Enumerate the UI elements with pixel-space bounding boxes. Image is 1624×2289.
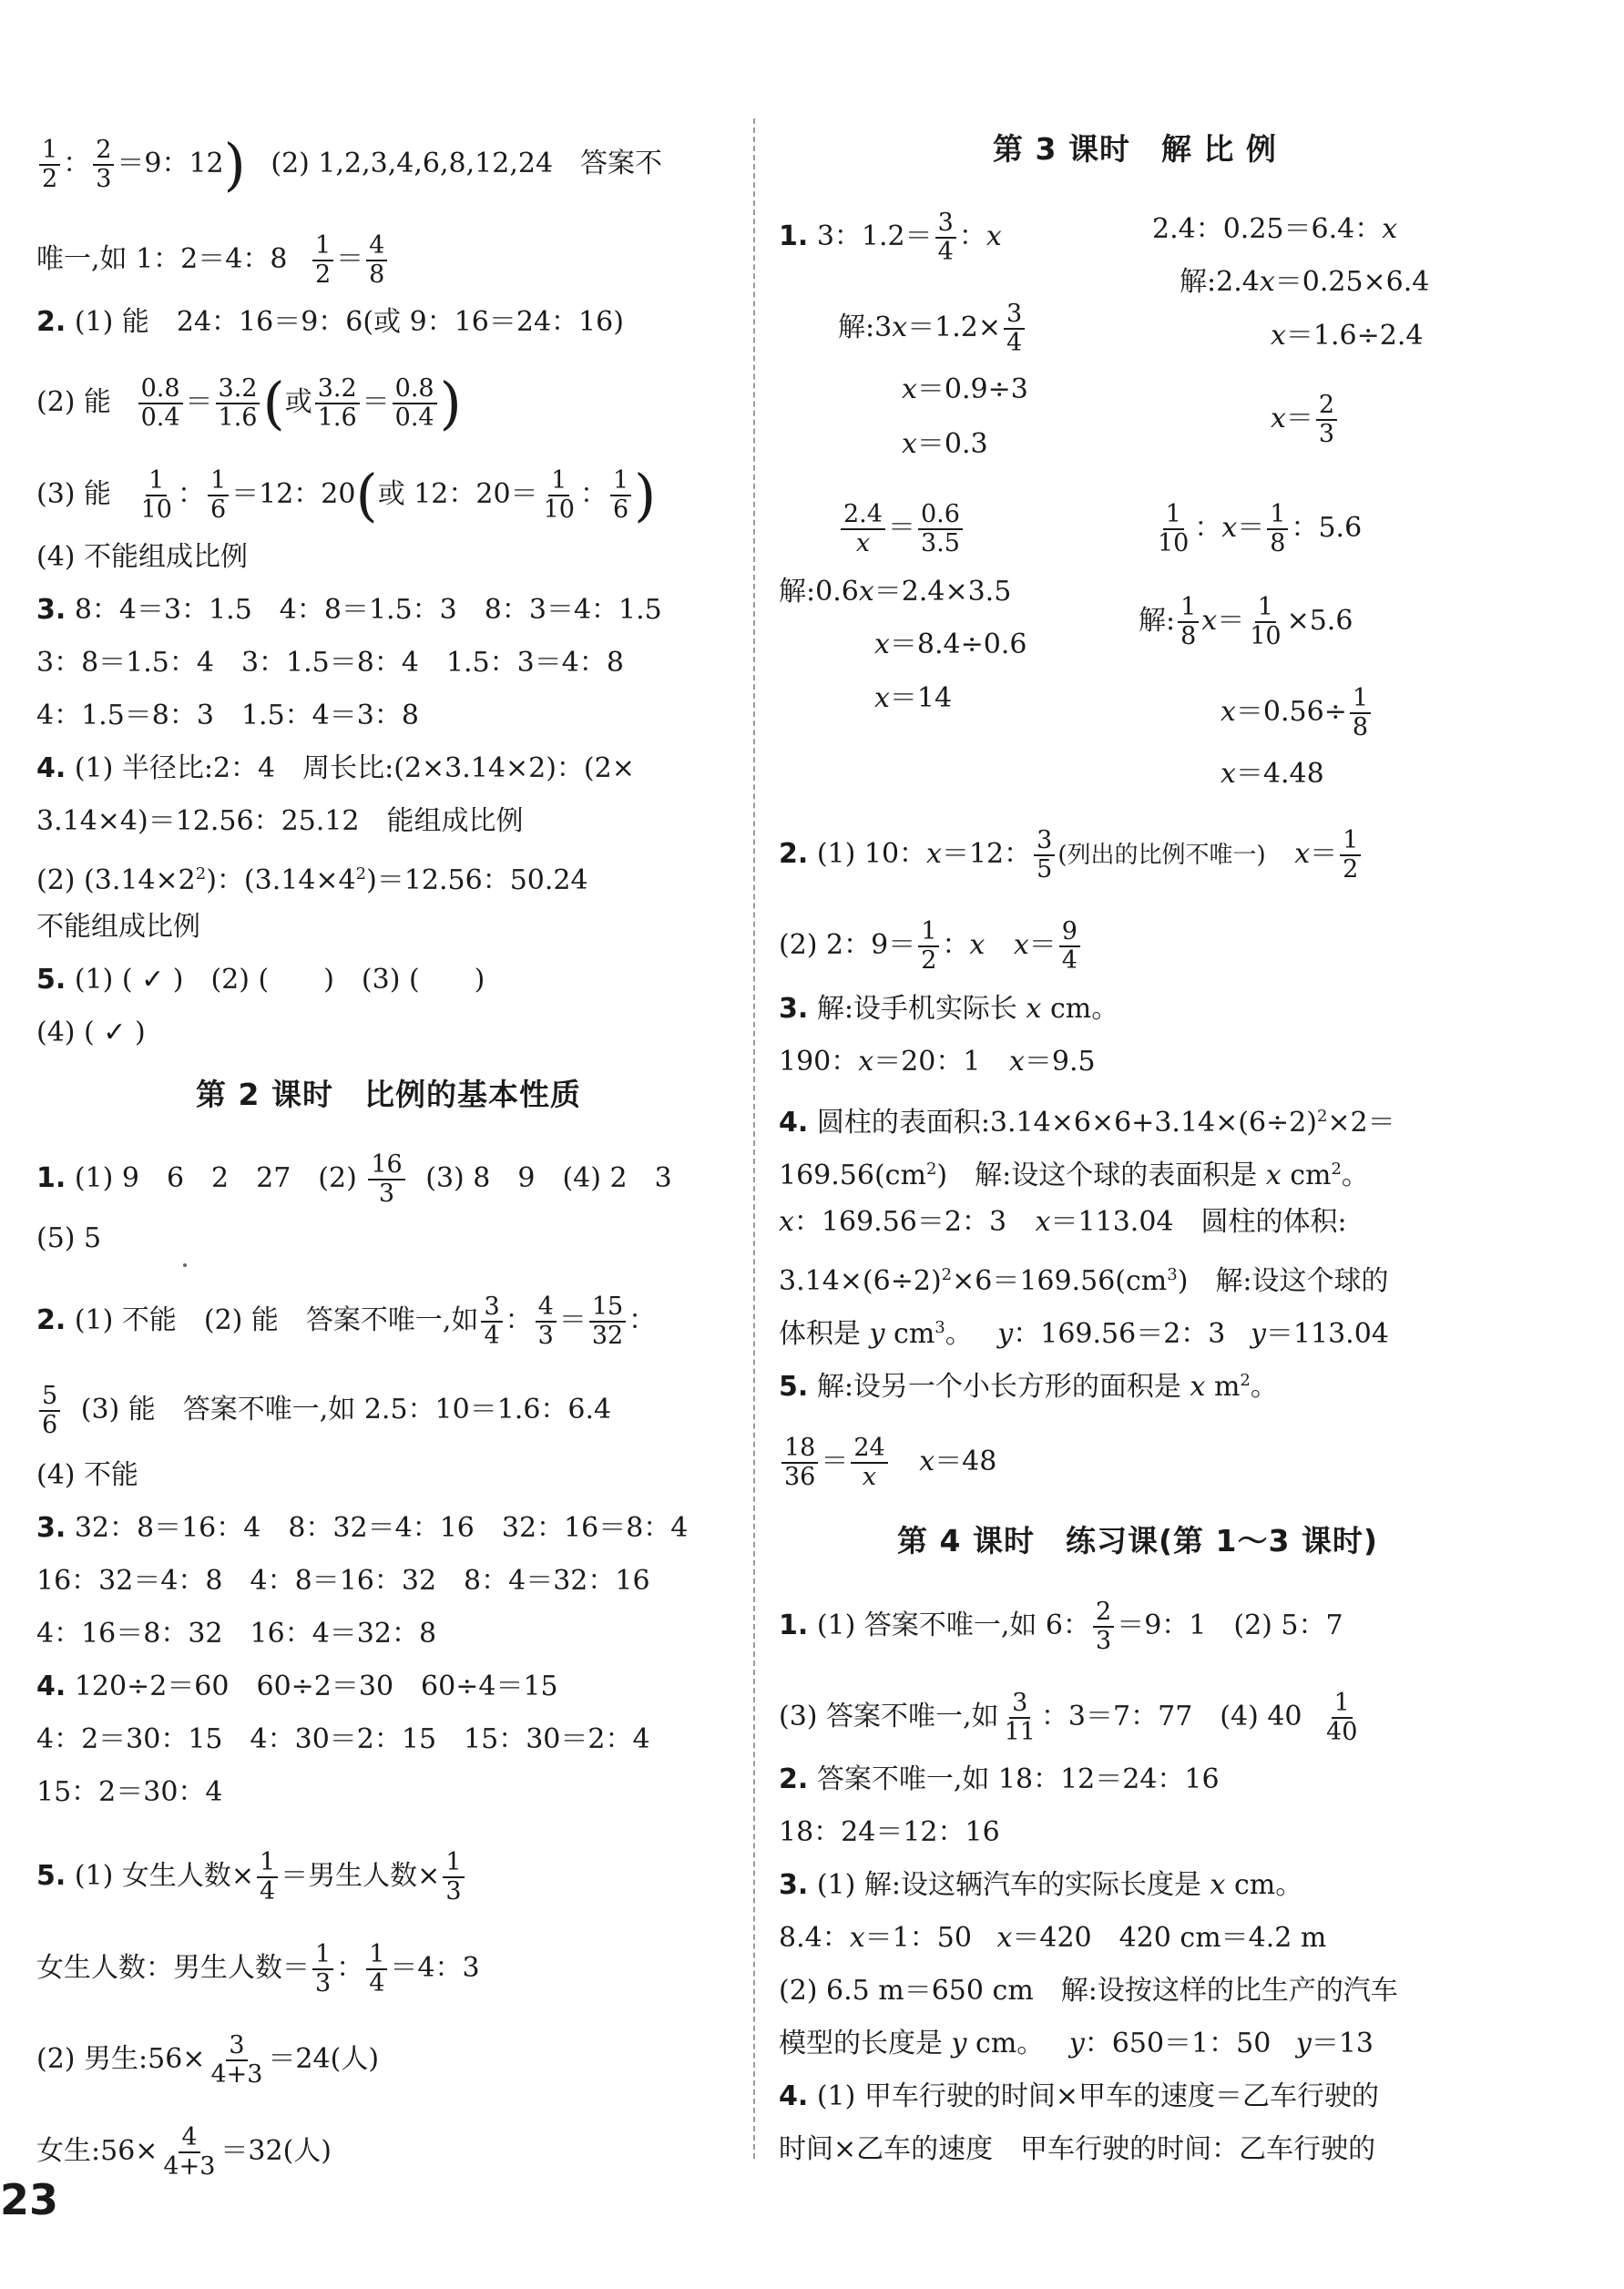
left-line-19: $\frac{5}{6}$ (3) 能 答案不唯一,如 2.5：10＝1.6：6.4 — [36, 1383, 611, 1439]
right-line-10b: x＝4.48 — [1221, 758, 1324, 790]
left-line-11: 3.14×4)＝12.56：25.12 能组成比例 — [36, 805, 524, 837]
right-line-23: (3) 答案不唯一,如 $\frac{3}{11}$ ：3＝7：77 (4) 40 $\frac{1}{40}$ — [779, 1689, 1358, 1746]
left-line-9: 4：1.5＝8：3 1.5：4＝3：8 — [36, 700, 419, 731]
left-line-6: (4) 不能组成比例 — [36, 541, 249, 573]
right-line-31: 时间×乙车的速度 甲车行驶的时间：乙车行驶的 — [779, 2133, 1376, 2165]
left-line-15: (4) ( ✓ ) — [36, 1017, 146, 1048]
right-line-15: 4. 圆柱的表面积$:3.14\times 6\times 6+3.14\times(6\div 2)^2\times 2=$ — [779, 1107, 1395, 1139]
left-line-24: 4. 120÷2＝60 60÷2＝30 60÷4＝15 — [36, 1671, 558, 1702]
right-line-2a: 解:3x＝1.2× $\frac{3}{4}$ — [838, 301, 1027, 357]
right-line-22: 1. (1) 答案不唯一,如 6： $\frac{2}{3}$ ＝9：1 (2) 5：7 — [779, 1598, 1343, 1655]
left-line-3: 2. (1) 能 24：16＝9：6(或 9：16＝24：16) — [36, 306, 624, 338]
right-line-27: 8.4：x＝1：50 x＝420 420 cm＝4.2 m — [779, 1922, 1327, 1954]
right-line-26: 3. (1) 解:设这辆汽车的实际长度是 x cm。 — [779, 1869, 1303, 1901]
right-line-9a: x＝14 — [874, 682, 953, 714]
right-line-7b: 解: $\frac{1}{8}$ x＝ $\frac{1}{10}$ ×5.6 — [1139, 593, 1353, 650]
right-line-11: 2. (1) 10：x＝12： $\frac{3}{5}$ (列出的比例不唯一) x＝ $\frac{1}{2}$ — [779, 827, 1364, 884]
right-line-7a: 解:0.6x＝2.4×3.5 — [779, 576, 1012, 608]
left-line-25: 4：2＝30：15 4：30＝2：15 15：30＝2：4 — [36, 1723, 650, 1755]
right-column — [779, 0, 1480, 2289]
left-line-23: 4：16＝8：32 16：4＝32：8 — [36, 1618, 437, 1650]
right-line-14: 190：x＝20：1 x＝9.5 — [779, 1046, 1096, 1078]
right-line-12: (2) 2：9＝ $\frac{1}{2}$ ：x x＝ $\frac{9}{4}$ — [779, 918, 1083, 975]
left-line-7: 3. 8：4＝3：1.5 4：8＝1.5：3 8：3＝4：1.5 — [36, 594, 662, 626]
right-line-1b: 2.4：0.25＝6.4：x — [1152, 213, 1398, 245]
right-line-21: $\frac{18}{36}$ ＝ $\frac{24}{x}$ x＝48 — [779, 1435, 996, 1491]
left-line-27: 5. (1) 女生人数× $\frac{1}{4}$ ＝男生人数× $\frac{1}{3}$ — [36, 1849, 467, 1906]
left-line-17: (5) 5 — [36, 1222, 102, 1254]
right-line-13: 3. 解:设手机实际长 x cm。 — [779, 993, 1119, 1025]
left-line-4: (2) 能 $\frac{0.8}{0.4}$ ＝ $\frac{3.2}{1.6}$ (或 $\frac{3.2}{1.6}$ ＝ $\frac{0.8}{0.4}$ ) — [36, 370, 462, 436]
left-line-22: 16：32＝4：8 4：8＝16：32 8：4＝32：16 — [36, 1565, 650, 1597]
left-line-8: 3：8＝1.5：4 3：1.5＝8：4 1.5：3＝4：8 — [36, 647, 624, 679]
lesson-2-heading: 第 2 课时 比例的基本性质 — [196, 1077, 581, 1112]
right-line-29: 模型的长度是 y cm。 y：650＝1：50 y＝13 — [779, 2028, 1374, 2059]
right-line-2b: 解:2.4x＝0.25×6.4 — [1180, 266, 1430, 298]
left-column — [36, 0, 747, 2289]
left-line-13: 不能组成比例 — [36, 911, 200, 943]
right-line-16: $169.56(cm^2)$ 解:设这个球的表面积是 x $cm^2$。 — [779, 1160, 1369, 1191]
lesson-3-heading: 第 3 课时 解 比 例 — [993, 131, 1277, 167]
right-line-19: 体积是 y $cm^3$。 y：169.56＝2：3 y＝113.04 — [779, 1318, 1389, 1350]
left-line-28: 女生人数：男生人数＝ $\frac{1}{3}$ ： $\frac{1}{4}$ ＝4：3 — [36, 1940, 480, 1998]
right-line-17: x：169.56＝2：3 x＝113.04 圆柱的体积: — [779, 1206, 1347, 1238]
right-line-4a: x＝0.9÷3 — [902, 373, 1028, 405]
lesson-4-heading: 第 4 课时 练习课(第 1～3 课时) — [897, 1523, 1379, 1558]
left-line-10: 4. (1) 半径比:2：4 周长比:(2×3.14×2)：(2× — [36, 752, 635, 784]
right-line-30: 4. (1) 甲车行驶的时间×甲车的速度＝乙车行驶的 — [779, 2080, 1379, 2112]
right-line-3b: x＝1.6÷2.4 — [1271, 320, 1424, 352]
left-line-5: (3) 能 $\frac{1}{10}$ ： $\frac{1}{6}$ ＝12：20(或 12：20＝ $\frac{1}{10}$ ： $\frac{1}{6}$ ) — [36, 462, 657, 528]
left-line-12: (2) $(3.14\times 2^2)$：$(3.14\times 4^2)=12.56$：50.24 — [36, 864, 588, 896]
left-line-30: 女生:56× $\frac{4}{4+3}$ ＝32(人) — [36, 2123, 332, 2181]
right-line-5a: x＝0.3 — [902, 428, 988, 460]
right-line-8a: x＝8.4÷0.6 — [874, 628, 1027, 660]
page-number: 23 — [0, 2175, 59, 2224]
left-line-16: 1. (1) 9 6 2 27 (2) $\frac{16}{3}$ (3) 8 9 (4) 2 3 — [36, 1150, 672, 1208]
left-line-1: $\frac{1}{2}$ ： $\frac{2}{3}$ ＝9：12) (2) 1,2,3,4,6,8,12,24 答案不 — [36, 137, 662, 193]
right-line-18: $3.14\times(6\div 2)^2\times 6=169.56(cm^3)$ 解:设这个球的 — [779, 1265, 1389, 1297]
left-line-2: 唯一,如 1：2＝4：8 $\frac{1}{2}$ ＝ $\frac{4}{8}$ — [36, 232, 390, 289]
column-divider — [753, 118, 755, 2159]
left-line-20: (4) 不能 — [36, 1459, 139, 1491]
left-line-14: 5. (1) ( ✓ ) (2) ( ) (3) ( ) — [36, 964, 485, 996]
right-line-20: 5. 解:设另一个小长方形的面积是 x $m^2$。 — [779, 1371, 1278, 1403]
left-line-26: 15：2＝30：4 — [36, 1776, 223, 1808]
right-line-9b: x＝0.56÷ $\frac{1}{8}$ — [1221, 685, 1374, 741]
stray-mark — [183, 1263, 187, 1267]
right-line-6a: $\frac{2.4}{x}$ ＝ $\frac{0.6}{3.5}$ — [838, 501, 965, 557]
right-line-28: (2) 6.5 m＝650 cm 解:设按这样的比生产的汽车 — [779, 1975, 1398, 2007]
right-line-4b: x＝ $\frac{2}{3}$ — [1271, 392, 1340, 448]
right-line-24: 2. 答案不唯一,如 18：12＝24：16 — [779, 1763, 1220, 1795]
left-line-29: (2) 男生:56× $\frac{3}{4+3}$ ＝24(人) — [36, 2031, 380, 2089]
left-line-18: 2. (1) 不能 (2) 能 答案不唯一,如 $\frac{3}{4}$ ： $\frac{4}{3}$ ＝ $\frac{15}{32}$ ： — [36, 1293, 657, 1350]
left-line-21: 3. 32：8＝16：4 8：32＝4：16 32：16＝8：4 — [36, 1512, 689, 1544]
right-line-6b: $\frac{1}{10}$ ：x＝ $\frac{1}{8}$ ：5.6 — [1158, 500, 1363, 557]
right-line-25: 18：24＝12：16 — [779, 1816, 1000, 1848]
right-line-1a: 1. 3：1.2＝ $\frac{3}{4}$ ：x — [779, 209, 1002, 266]
